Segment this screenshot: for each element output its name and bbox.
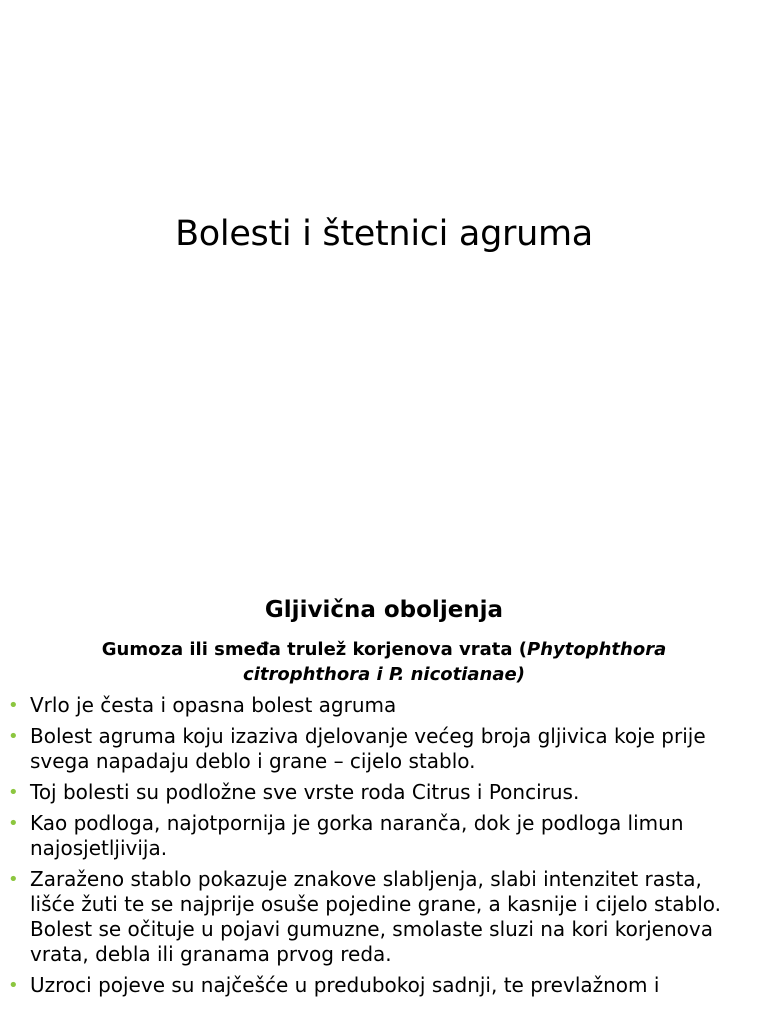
bullet-text: Bolest agruma koju izaziva djelovanje većeg broja gljivica koje prije svega napadaju deblo i grane – cijelo stablo. (30, 724, 706, 773)
bullet-text: Toj bolesti su podložne sve vrste roda Citrus i Poncirus. (30, 780, 580, 804)
bullet-dot-icon: • (8, 813, 19, 834)
bullet-dot-icon: • (8, 695, 19, 716)
bullet-text: Uzroci pojeve su najčešće u predubokoj sadnji, te prevlažnom i (30, 973, 660, 997)
bullet-dot-icon: • (8, 782, 19, 803)
bullet-item (8, 973, 768, 998)
bullet-item (8, 724, 768, 774)
subheading-text: Gumoza ili smeđa trulež korjenova vrata ( (101, 639, 527, 660)
bullet-dot-icon: • (8, 975, 19, 996)
bullet-text: Kao podloga, najotpornija je gorka naranča, dok je podloga limun najosjetljivija. (30, 811, 684, 860)
bullet-text: Vrlo je česta i opasna bolest agruma (30, 693, 397, 717)
subheading-latin-name: Phytophthora citrophthora i P. nicotianae) (243, 639, 667, 685)
bullet-list (0, 693, 768, 998)
section-heading: Gljivična oboljenja (264, 597, 504, 623)
bullet-dot-icon: • (8, 726, 19, 747)
bullet-item (8, 867, 768, 967)
disease-subheading (0, 637, 768, 687)
bullet-item (8, 780, 768, 805)
bullet-text: Zaraženo stablo pokazuje znakove slabljenja, slabi intenzitet rasta, lišće žuti te se najprije osuše pojedine grane, a kasnije i cijelo stablo. Bolest se očituje u pojavi gumuzne, smolaste sluzi na kori korjenova vrata, debla ili granama prvog reda. (30, 867, 722, 966)
slide-content (0, 589, 768, 998)
bullet-item (8, 693, 768, 718)
bullet-dot-icon: • (8, 869, 19, 890)
slide-title: Bolesti i štetnici agruma (175, 214, 593, 254)
bullet-item (8, 811, 768, 861)
